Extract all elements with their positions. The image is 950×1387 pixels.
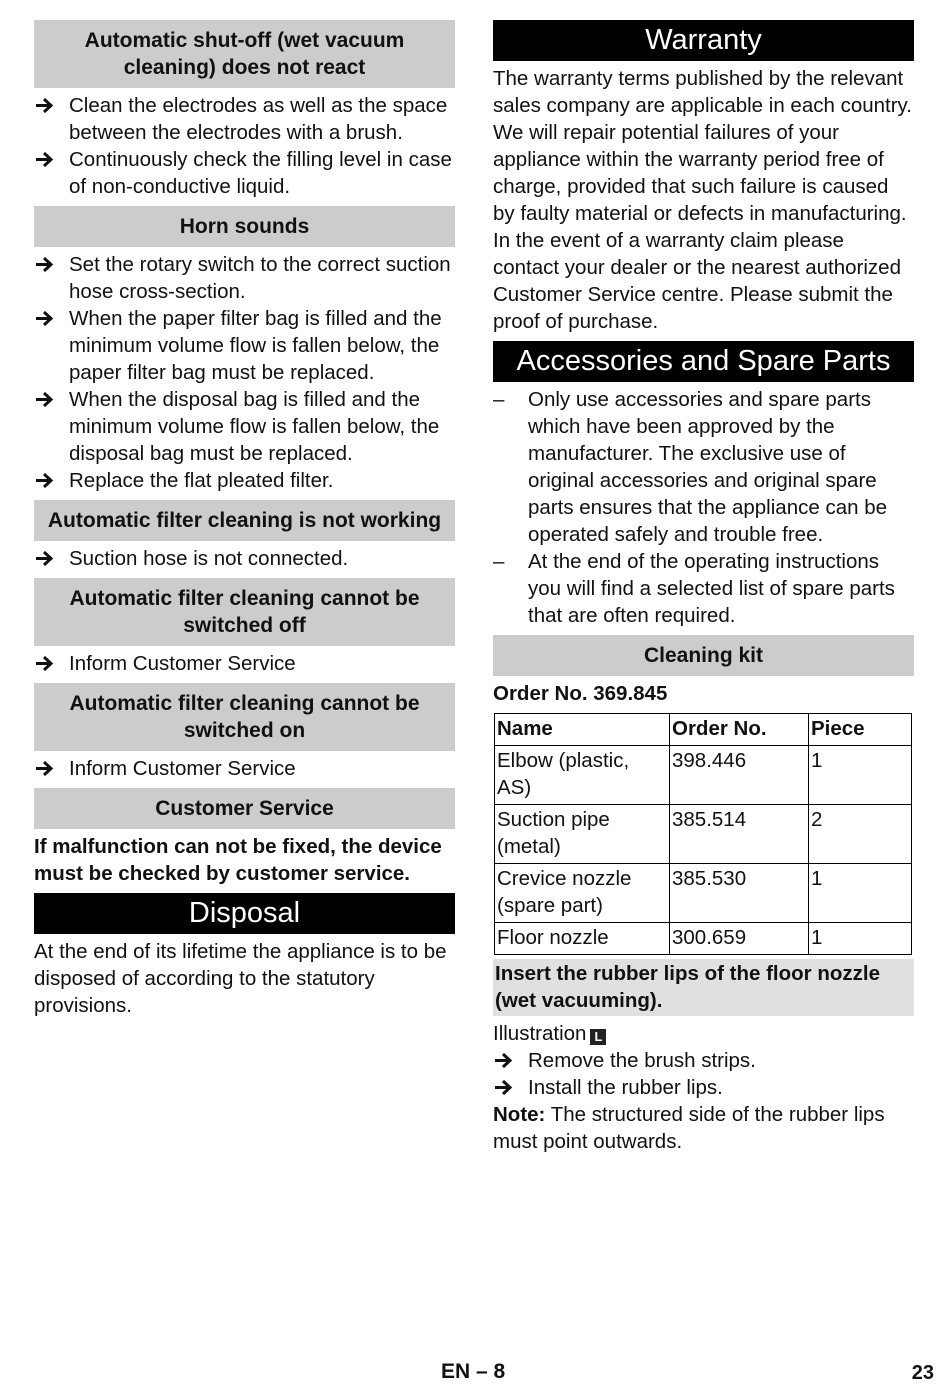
arrow-right-icon: [34, 650, 56, 677]
table-row: [495, 805, 912, 864]
table-cell: 1: [809, 923, 912, 955]
subsection-heading-rubber-lips: Insert the rubber lips of the floor nozzle (wet vacuuming).: [493, 959, 914, 1016]
table-cell: 398.446: [670, 746, 809, 805]
customer-service-text: If malfunction can not be fixed, the device must be checked by customer service.: [34, 835, 442, 885]
footer-section-label: EN – 8: [441, 1360, 506, 1383]
table-cell: 2: [809, 805, 912, 864]
warranty-text: The warranty terms published by the relevant sales company are applicable in each country. We will repair potential failures of your appliance within the warranty period free of charge, provided that such failure is caused by faulty material or defects in manufacturing. In the event of a warranty claim please contact your dealer or the nearest authorized Customer Service centre. Please submit the proof of purchase.: [493, 67, 912, 333]
list-item: Inform Customer Service: [34, 755, 455, 782]
table-cell: 385.530: [670, 864, 809, 923]
order-number: Order No. 369.845: [493, 682, 668, 705]
table-row: [495, 923, 912, 955]
arrow-right-icon: [34, 305, 56, 332]
accessories-list: [493, 386, 914, 629]
arrow-right-icon: [34, 386, 56, 413]
dash-bullet: –: [493, 550, 505, 573]
table-cell: Elbow (plastic, AS): [495, 746, 670, 805]
illustration-label-icon: L: [590, 1029, 606, 1045]
table-cell: 1: [809, 746, 912, 805]
arrow-right-icon: [34, 146, 56, 173]
section-heading-filter-cannot-on: Automatic filter cleaning cannot be switched on: [34, 683, 455, 751]
note-paragraph: [493, 1101, 914, 1155]
section-heading-warranty: Warranty: [493, 20, 914, 61]
horn-sounds-list: [34, 251, 455, 494]
left-column: [34, 20, 455, 1025]
column-header-order-no: Order No.: [670, 714, 809, 746]
section-heading-filter-cannot-off: Automatic filter cleaning cannot be switched off: [34, 578, 455, 646]
table-cell: 385.514: [670, 805, 809, 864]
filter-not-working-list: [34, 545, 455, 572]
arrow-right-icon: [34, 755, 56, 782]
rubber-lips-list: [493, 1047, 914, 1101]
section-heading-auto-shutoff: Automatic shut-off (wet vacuum cleaning) does not react: [34, 20, 455, 88]
dash-bullet: –: [493, 388, 505, 411]
arrow-right-icon: [34, 251, 56, 278]
column-header-piece: Piece: [809, 714, 912, 746]
list-item: Install the rubber lips.: [493, 1074, 914, 1101]
section-heading-accessories: Accessories and Spare Parts: [493, 341, 914, 382]
section-heading-disposal: Disposal: [34, 893, 455, 934]
list-item: Replace the flat pleated filter.: [34, 467, 455, 494]
table-row: [495, 864, 912, 923]
table-row: [495, 746, 912, 805]
disposal-text: At the end of its lifetime the appliance is to be disposed of according to the statutory provisions.: [34, 940, 447, 1017]
cleaning-kit-table: [494, 713, 912, 955]
auto-shutoff-list: [34, 92, 455, 200]
filter-cannot-off-list: [34, 650, 455, 677]
arrow-right-icon: [493, 1047, 515, 1074]
arrow-right-icon: [34, 545, 56, 572]
section-heading-customer-service: Customer Service: [34, 788, 455, 829]
page-number: 23: [911, 1362, 934, 1384]
column-header-name: Name: [495, 714, 670, 746]
filter-cannot-on-list: [34, 755, 455, 782]
section-heading-cleaning-kit: Cleaning kit: [493, 635, 914, 676]
list-item: When the disposal bag is filled and the minimum volume flow is fallen below, the disposal bag must be replaced.: [34, 386, 455, 467]
note-text: The structured side of the rubber lips must point outwards.: [493, 1103, 885, 1153]
section-heading-horn-sounds: Horn sounds: [34, 206, 455, 247]
list-item: Remove the brush strips.: [493, 1047, 914, 1074]
table-cell: 300.659: [670, 923, 809, 955]
section-heading-filter-not-working: Automatic filter cleaning is not working: [34, 500, 455, 541]
table-header-row: [495, 714, 912, 746]
list-item: Suction hose is not connected.: [34, 545, 455, 572]
table-cell: Suction pipe (metal): [495, 805, 670, 864]
table-cell: 1: [809, 864, 912, 923]
arrow-right-icon: [34, 467, 56, 494]
illustration-ref: Illustration L: [493, 1020, 914, 1047]
list-item: When the paper filter bag is filled and the minimum volume flow is fallen below, the paper filter bag must be replaced.: [34, 305, 455, 386]
right-column: [493, 20, 914, 1161]
list-item: Continuously check the filling level in case of non-conductive liquid.: [34, 146, 455, 200]
table-cell: Floor nozzle: [495, 923, 670, 955]
list-item: Set the rotary switch to the correct suction hose cross-section.: [34, 251, 455, 305]
list-item: – Only use accessories and spare parts which have been approved by the manufacturer. The exclusive use of original accessories and original spare parts ensures that the appliance can be operated safely and trouble free.: [493, 388, 887, 546]
list-item: – At the end of the operating instructions you will find a selected list of spare parts that are often required.: [493, 550, 895, 627]
list-item: Inform Customer Service: [34, 650, 455, 677]
arrow-right-icon: [34, 92, 56, 119]
note-label: Note:: [493, 1103, 546, 1126]
arrow-right-icon: [493, 1074, 515, 1101]
list-item: Clean the electrodes as well as the space between the electrodes with a brush.: [34, 92, 455, 146]
table-cell: Crevice nozzle (spare part): [495, 864, 670, 923]
